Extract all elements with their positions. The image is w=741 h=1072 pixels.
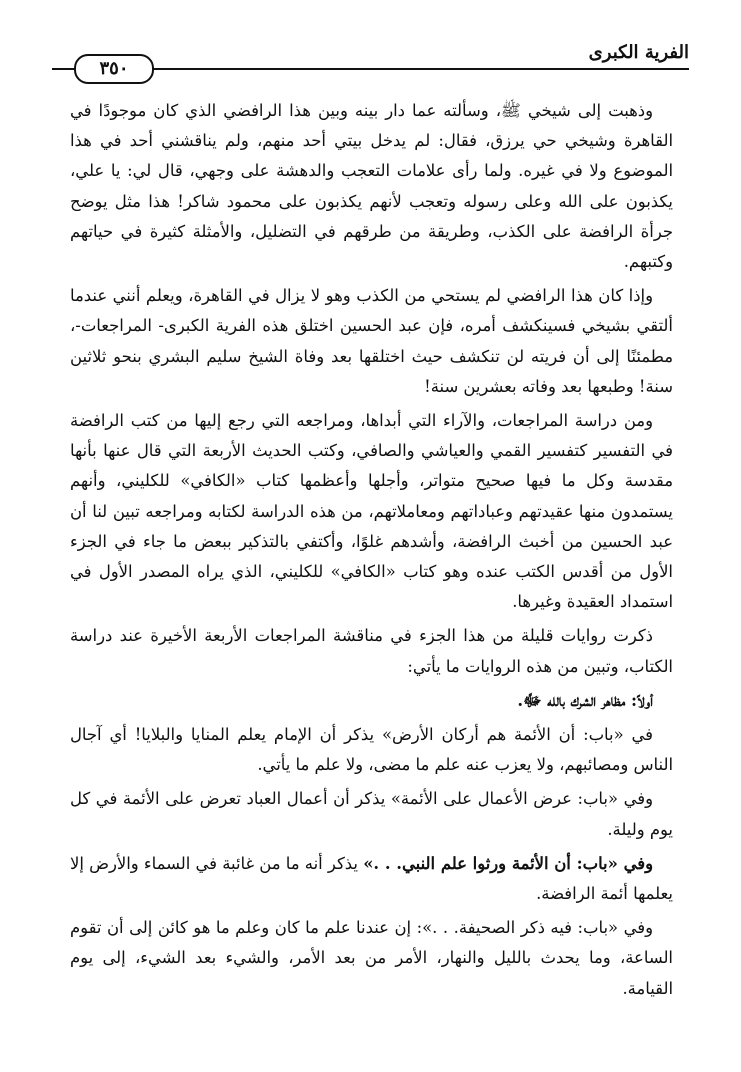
paragraph-7-text: يذكر أنه ما من غائبة في السماء والأرض إلا يعلمها أئمة الرافضة. <box>70 853 673 904</box>
paragraph-6: وفي «باب: عرض الأعمال على الأئمة» يذكر أن أعمال العباد تعرض على الأئمة في كل يوم وليلة. <box>70 789 673 839</box>
page-header <box>52 40 689 79</box>
page-number: ٣٥٠ <box>74 54 154 84</box>
paragraph-5: في «باب: أن الأئمة هم أركان الأرض» يذكر أن الإمام يعلم المنايا والبلايا! أي آجال الناس ومصائبهم، ولا يعزب عنه علم ما مضى، ولا علم ما يأتي. <box>70 725 673 775</box>
paragraph-2: وإذا كان هذا الرافضي لم يستحي من الكذب وهو لا يزال في القاهرة، ويعلم أنني عندما ألتقي بشيخي فسينكشف أمره، فإن عبد الحسين اختلق هذه الفرية الكبرى- المراجعات-، مطمئنًا إلى أن فريته لن تنكشف حيث اختلقها بعد وفاة الشيخ سليم البشري بنحو ثلاثين سنة! وطبعها بعد وفاته بعشرين سنة! <box>70 286 673 396</box>
paragraph-4: ذكرت روايات قليلة من هذا الجزء في مناقشة المراجعات الأربعة الأخيرة عند دراسة الكتاب، وتبين من هذه الروايات ما يأتي: <box>70 626 673 676</box>
paragraph-7 <box>70 849 673 909</box>
running-title: الفرية الكبرى <box>588 42 689 63</box>
chapter-reference: وفي «باب: أن الأئمة ورثوا علم النبي. . .» <box>363 853 654 873</box>
paragraph-3: ومن دراسة المراجعات، والآراء التي أبداها، ومراجعه التي رجع إليها من كتب الرافضة في التفسير كتفسير القمي والعياشي والصافي، وكتب الحديث الأربعة التي قال عنها بأنها مقدسة وكل ما فيها صحيح متواتر، وأجلها وأعظمها كتاب «الكافي» للكليني، وأنهم يستمدون منها عقيدتهم وعباداتهم ومعاملاتهم، من هذه الدراسة لكتابه ومراجعه تبين لنا أن عبد الحسين من أخبث الرافضة، وأشدهم غلوًا، وأكتفي بالتذكير ببعض ما جاء في الجزء الأول من أقدس الكتب عنده وهو كتاب «الكافي» للكليني، الذي يراه المصدر الأول في استمداد العقيدة وغيرها. <box>70 411 673 612</box>
page-body <box>70 96 673 1008</box>
paragraph-8: وفي «باب: فيه ذكر الصحيفة. . .»: إن عندنا علم ما كان وعلم ما هو كائن إلى أن تقوم الساعة، وما يحدث بالليل والنهار، الأمر من بعد الأمر، والشيء بعد الشيء، إلى يوم القيامة. <box>70 918 673 998</box>
paragraph-1: وذهبت إلى شيخي ﷺ، وسألته عما دار بينه وبين هذا الرافضي الذي كان موجودًا في القاهرة وشيخي حي يرزق، فقال: لم يدخل بيتي أحد منهم، ولم يناقشني أحد في هذا الموضوع ولا في غيره. ولما رأى علامات التعجب والدهشة على وجهي، قال لي: يا علي، يكذبون على الله وعلى رسوله وتعجب لأنهم يكذبون على محمود شاكر! هذا مثل يوضح جرأة الرافضة على الكذب، وطريقة من طرقهم في التضليل، والأمثلة كثيرة في حياتهم وكتبهم. <box>70 101 673 272</box>
section-heading: أولاً: مظاهر الشرك بالله ﷻ. <box>517 690 653 710</box>
